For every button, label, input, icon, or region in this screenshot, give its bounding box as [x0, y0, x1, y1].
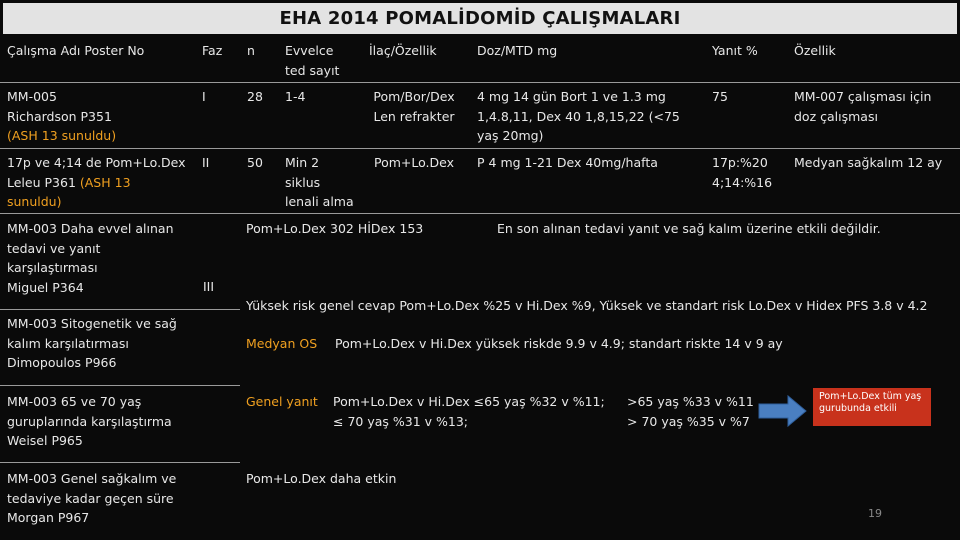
mm003-miguel-result: En son alınan tedavi yanıt ve sağ kalım üzerine etkili değildir.	[497, 221, 881, 236]
row2-phase: II	[202, 155, 210, 170]
row1-n: 28	[247, 89, 263, 104]
header-study: Çalışma Adı Poster No	[7, 43, 145, 58]
mm003-weisel-study: MM-003 65 ve 70 yaş guruplarında karşılaştırma Weisel P965	[7, 394, 172, 448]
header-drug: İlaç/Özellik	[369, 43, 437, 58]
right-arrow-icon	[758, 394, 808, 428]
mm003-highrisk-result: Yüksek risk genel cevap Pom+Lo.Dex %25 v Hi.Dex %9, Yüksek ve standart risk Lo.Dex v Hidex PFS 3.8 v 4.2	[246, 298, 928, 313]
header-feature: Özellik	[794, 43, 836, 58]
row1-feature: MM-007 çalışması için doz çalışması	[794, 89, 932, 124]
mm003-dimopoulos-study: MM-003 Sitogenetik ve sağ kalım karşılatırması Dimopoulos P966	[7, 316, 177, 370]
row1-dose: 4 mg 14 gün Bort 1 ve 1.3 mg 1,4.8,11, Dex 40 1,8,15,22 (<75 yaş 20mg)	[477, 89, 680, 143]
row2-drug: Pom+Lo.Dex	[373, 155, 455, 170]
divider	[0, 462, 240, 463]
row1-drug: Pom/Bor/Dex Len refrakter	[373, 89, 455, 124]
row2-prior: Min 2 siklus lenali alma	[285, 155, 354, 209]
divider	[0, 385, 240, 386]
page-number: 19	[868, 507, 882, 520]
mm003-miguel-study: MM-003 Daha evvel alınan tedavi ve yanıt karşılaştırması Miguel P364	[7, 221, 174, 295]
header-dose: Doz/MTD mg	[477, 43, 558, 58]
row1-study: MM-005 Richardson P351 (ASH 13 sunuldu)	[7, 89, 117, 143]
header-phase: Faz	[202, 43, 223, 58]
row2-n: 50	[247, 155, 263, 170]
divider	[0, 213, 960, 214]
mm003-miguel-counts: Pom+Lo.Dex 302 HİDex 153	[246, 221, 424, 236]
header-response: Yanıt %	[712, 43, 758, 58]
phase-iii-label: III	[203, 279, 215, 294]
median-os-result: Pom+Lo.Dex v Hi.Dex yüksek riskde 9.9 v 4.9; standart riskte 14 v 9 ay	[335, 336, 783, 351]
overall-response-old: >65 yaş %33 v %11 > 70 yaş %35 v %7	[627, 394, 754, 429]
divider	[0, 148, 960, 149]
row2-study: 17p ve 4;14 de Pom+Lo.Dex Leleu P361 (ASH 13 sunuldu)	[7, 155, 186, 209]
header-prior: Evvelce ted sayıt	[285, 43, 340, 78]
slide-title: EHA 2014 POMALİDOMİD ÇALIŞMALARI	[3, 3, 957, 34]
row1-response: 75	[712, 89, 728, 104]
overall-response-young: Pom+Lo.Dex v Hi.Dex ≤65 yaş %32 v %11; ≤ 70 yaş %31 v %13;	[333, 394, 605, 429]
mm003-morgan-study: MM-003 Genel sağkalım ve tedaviye kadar geçen süre Morgan P967	[7, 471, 177, 525]
header-n: n	[247, 43, 255, 58]
divider	[0, 309, 240, 310]
callout-box: Pom+Lo.Dex tüm yaş gurubunda etkili	[813, 388, 931, 426]
row2-feature: Medyan sağkalım 12 ay	[794, 155, 943, 170]
overall-response-label: Genel yanıt	[246, 394, 318, 409]
mm003-morgan-result: Pom+Lo.Dex daha etkin	[246, 471, 397, 486]
row2-dose: P 4 mg 1-21 Dex 40mg/hafta	[477, 155, 658, 170]
median-os-label: Medyan OS	[246, 336, 318, 351]
row2-response: 17p:%20 4;14:%16	[712, 155, 773, 190]
row1-prior: 1-4	[285, 89, 306, 104]
divider	[0, 82, 960, 83]
row1-phase: I	[202, 89, 206, 104]
